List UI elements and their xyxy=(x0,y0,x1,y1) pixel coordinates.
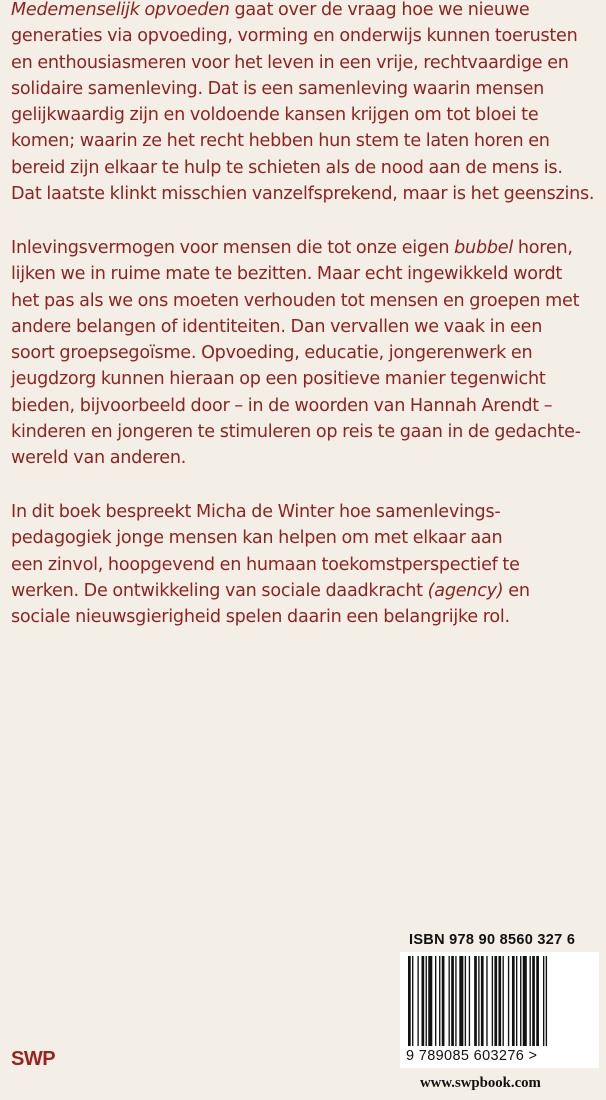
paragraph-book-summary xyxy=(11,499,601,630)
text-line xyxy=(11,235,601,261)
italic-term: bubbel xyxy=(454,238,514,258)
text-line: gelijkwaardig zijn en voldoende kansen krijgen om tot bloei te xyxy=(11,105,539,126)
text-fragment: horen, xyxy=(513,238,573,258)
barcode-bar xyxy=(417,956,418,1046)
text-line: In dit boek bespreekt Micha de Winter hoe samenlevings- xyxy=(11,502,501,522)
text-line: jeugdzorg kunnen hieraan op een positieve manier tegenwicht xyxy=(11,369,546,390)
text-fragment: en xyxy=(503,580,530,601)
barcode-bar xyxy=(465,956,466,1046)
barcode-bar xyxy=(459,956,463,1046)
barcode-bar xyxy=(546,956,547,1046)
book-title-italic: Medemenselijk opvoeden xyxy=(11,0,230,20)
text-line: wereld van anderen. xyxy=(11,448,187,469)
text-line: komen; waarin ze het recht hebben hun stem te laten horen en xyxy=(11,131,550,152)
barcode-bar xyxy=(455,956,456,1046)
barcode-bar xyxy=(442,956,445,1046)
barcode-bar xyxy=(426,956,427,1046)
text-fragment: Inlevingsvermogen voor mensen die tot onze eigen xyxy=(11,238,455,258)
text-line: bereid zijn elkaar te hulp te schieten als de nood aan de mens is. xyxy=(11,157,563,178)
barcode-bar xyxy=(469,956,470,1046)
text-line: Dat laatste klinkt misschien vanzelfsprekend, maar is het geenszins. xyxy=(11,184,595,205)
text-line xyxy=(11,578,601,604)
text-line: kinderen en jongeren te stimuleren op reis te gaan in de gedachte- xyxy=(11,422,581,443)
text-line: bieden, bijvoorbeeld door – in de woorden van Hannah Arendt – xyxy=(11,395,553,416)
barcode-bar xyxy=(435,956,436,1046)
barcode-bar xyxy=(520,956,521,1046)
barcode-bar xyxy=(532,956,535,1046)
paragraph-intro xyxy=(11,0,601,207)
barcode-bar xyxy=(412,956,413,1046)
isbn-label: ISBN 978 90 8560 327 6 xyxy=(409,932,576,948)
barcode-bar xyxy=(481,956,484,1046)
barcode-bar xyxy=(486,956,487,1046)
publisher-website: www.swpbook.com xyxy=(420,1075,541,1091)
barcode-bar xyxy=(428,956,432,1046)
barcode-bar xyxy=(503,956,504,1046)
barcode-bar xyxy=(478,956,479,1046)
text-line: andere belangen of identiteiten. Dan vervallen we vaak in een xyxy=(11,316,543,337)
barcode-bars xyxy=(400,952,599,1048)
text-line: lijken we in ruime mate te bezitten. Maar echt ingewikkeld wordt xyxy=(11,264,563,285)
publisher-logo: SWP xyxy=(11,1048,56,1070)
text-fragment: gaat over de vraag hoe we nieuwe xyxy=(229,0,530,20)
barcode-bar xyxy=(508,956,509,1046)
paragraph-empathy xyxy=(11,235,601,472)
text-line: pedagogiek jonge mensen kan helpen om met elkaar aan xyxy=(11,528,503,549)
italic-term: (agency) xyxy=(427,580,504,601)
barcode-bar xyxy=(449,956,450,1046)
barcode-bar xyxy=(523,956,527,1046)
barcode-bar xyxy=(451,956,454,1046)
text-line: het pas als we ons moeten verhouden tot mensen en groepen met xyxy=(11,290,580,311)
barcode-bar xyxy=(408,956,411,1046)
barcode-bar xyxy=(536,956,539,1046)
barcode-bar xyxy=(494,956,497,1046)
barcode-bar xyxy=(516,956,517,1046)
barcode-digits: 9 789085 603276 > xyxy=(406,1048,538,1064)
barcode-bar xyxy=(474,956,477,1046)
text-fragment: werken. De ontwikkeling van sociale daadkracht xyxy=(11,580,428,601)
barcode xyxy=(400,952,599,1068)
text-line: en enthousiasmeren voor het leven in een vrije, rechtvaardige en xyxy=(11,52,569,73)
barcode-bar xyxy=(512,956,515,1046)
text-line: een zinvol, hoopgevend en humaan toekomstperspectief te xyxy=(11,554,520,575)
barcode-bar xyxy=(498,956,501,1046)
text-line: generaties via opvoeding, vorming en onderwijs kunnen toerusten xyxy=(11,26,578,47)
barcode-bar xyxy=(422,956,425,1046)
barcode-bar xyxy=(530,956,531,1046)
text-line: soort groepsegoïsme. Opvoeding, educatie, jongerenwerk en xyxy=(11,343,533,364)
text-line xyxy=(11,0,601,23)
barcode-bar xyxy=(439,956,440,1046)
text-line: sociale nieuwsgierigheid spelen daarin een belangrijke rol. xyxy=(11,607,510,628)
barcode-bar xyxy=(543,956,544,1046)
text-line: solidaire samenleving. Dat is een samenleving waarin mensen xyxy=(11,78,545,99)
barcode-bar xyxy=(492,956,493,1046)
